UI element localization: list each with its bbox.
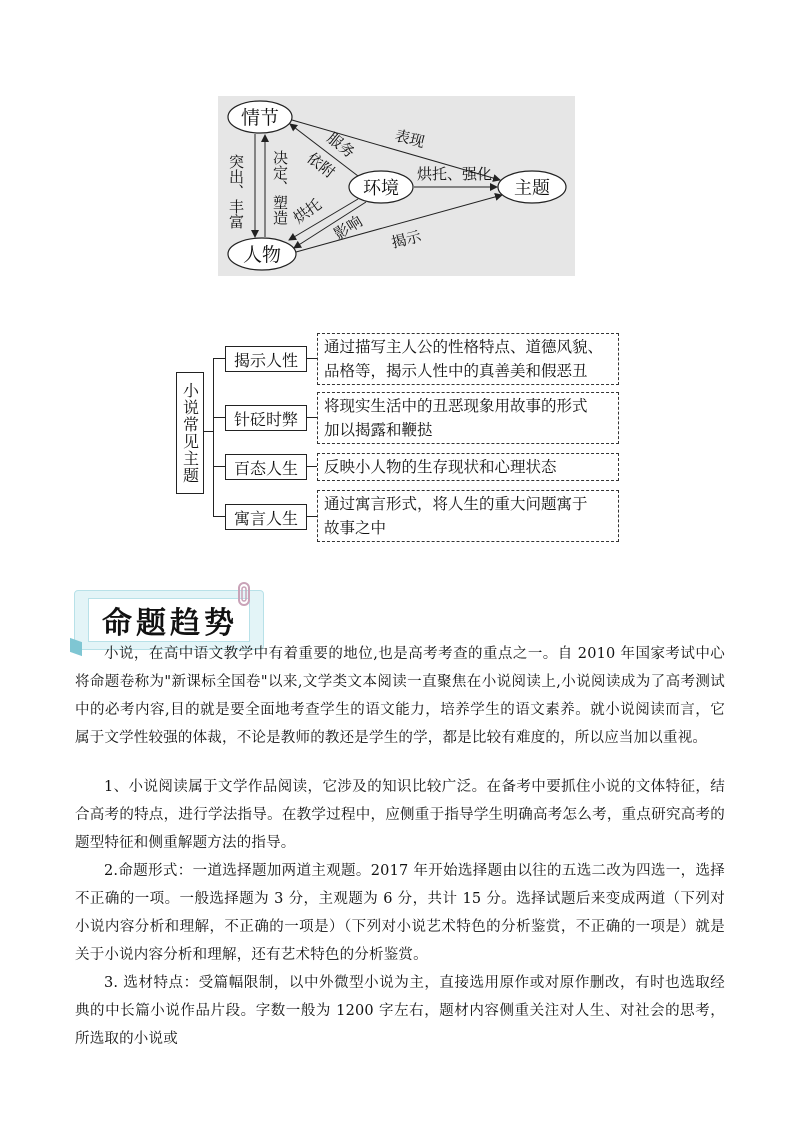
section-title: 命题趋势 <box>102 606 238 641</box>
connector-branch-4 <box>213 516 225 517</box>
theme-desc-4-line-1: 通过寓言形式，将人生的重大问题寓于 <box>324 495 588 513</box>
theme-label-3: 百态人生 <box>225 454 307 480</box>
paragraph-point-3 <box>75 969 725 1053</box>
paragraph-point-1 <box>75 773 725 857</box>
connector-stem <box>203 431 213 432</box>
themes-root-box: 小说常见主题 <box>176 372 204 494</box>
theme-label-4: 寓言人生 <box>225 504 307 530</box>
theme-desc-4 <box>317 490 619 542</box>
edge-label-express: 表现 <box>393 126 427 152</box>
theme-label-1: 揭示人性 <box>225 346 307 372</box>
theme-desc-2 <box>317 392 619 444</box>
edge-label-reveal: 揭示 <box>389 227 424 252</box>
connector-desc-1 <box>306 358 317 359</box>
edge-label-serve: 服务 <box>323 128 359 162</box>
theme-desc-2-line-1: 将现实生活中的丑恶现象用故事的形式 <box>324 397 588 415</box>
node-environment-label: 环境 <box>363 178 399 199</box>
edge-label-depend: 依附 <box>303 148 339 182</box>
theme-desc-4-line-2: 故事之中 <box>324 519 387 537</box>
connector-desc-3 <box>306 466 317 467</box>
node-character-label: 人物 <box>242 244 282 266</box>
paperclip-icon <box>235 582 253 608</box>
connector-branch-2 <box>213 417 225 418</box>
theme-desc-1-line-2: 品格等，揭示人性中的真善美和假恶丑 <box>324 362 588 380</box>
node-plot-label: 情节 <box>240 107 280 129</box>
story-elements-graph <box>218 96 575 276</box>
connector-branch-1 <box>213 358 225 359</box>
theme-desc-2-line-2: 加以揭露和鞭挞 <box>324 421 433 439</box>
edge-label-highlight: 突出、丰富 <box>227 154 245 229</box>
paragraph-intro-text: 小说，在高中语文教学中有着重要的地位,也是高考考查的重点之一。自 2010 年国家考试中心将命题卷称为"新课标全国卷"以来,文学类文本阅读一直聚焦在小说阅读上,小说阅读成为了高考测试中的必考内容,目的就是要全面地考查学生的语文能力，培养学生的语文素养。就小说阅读而言，它属于文学性较强的体裁，不论是教师的教还是学生的学，都是比较有难度的，所以应当加以重视。 <box>75 646 725 746</box>
paragraph-intro <box>75 640 725 752</box>
edge-label-determine: 决定、塑造 <box>271 150 289 225</box>
paragraph-point-1-text: 1、小说阅读属于文学作品阅读，它涉及的知识比较广泛。在备考中要抓住小说的文体特征，结合高考的特点，进行学法指导。在教学过程中，应侧重于指导学生明确高考怎么考，重点研究高考的题型特征和侧重解题方法的指导。 <box>75 779 725 851</box>
theme-desc-3-line-1: 反映小人物的生存现状和心理状态 <box>324 458 557 476</box>
paragraph-point-2 <box>75 857 725 969</box>
theme-label-2: 针砭时弊 <box>225 405 307 431</box>
connector-desc-4 <box>306 516 317 517</box>
node-theme-label: 主题 <box>514 178 550 199</box>
paragraph-point-2-text: 2.命题形式：一道选择题加两道主观题。2017 年开始选择题由以往的五选二改为四选一，选择不正确的一项。一般选择题为 3 分，主观题为 6 分，共计 15 分。选择试题后来变成两道（下列对小说内容分析和理解，不正确的一项是）（下列对小说艺术特色的分析鉴赏，不正确的一项是）就是关于小说内容分析和理解，还有艺术特色的分析鉴赏。 <box>75 863 725 963</box>
theme-desc-3 <box>317 453 619 481</box>
theme-desc-1 <box>317 333 619 385</box>
paragraph-point-3-text: 3. 选材特点：受篇幅限制，以中外微型小说为主，直接选用原作或对原作删改，有时也选取经典的中长篇小说作品片段。字数一般为 1200 字左右，题材内容侧重关注对人生、对社会的思考，所选取的小说或 <box>75 975 725 1047</box>
edge-label-influence: 影响 <box>330 212 366 244</box>
theme-desc-1-line-1: 通过描写主人公的性格特点、道德风貌、 <box>324 338 604 356</box>
edge-label-foil-strengthen: 烘托、强化 <box>417 165 493 183</box>
edge-label-foil: 烘托 <box>289 195 325 228</box>
connector-trunk <box>213 358 214 516</box>
connector-desc-2 <box>306 417 317 418</box>
story-elements-diagram <box>218 96 575 276</box>
connector-branch-3 <box>213 466 225 467</box>
novel-themes-diagram <box>176 330 621 545</box>
